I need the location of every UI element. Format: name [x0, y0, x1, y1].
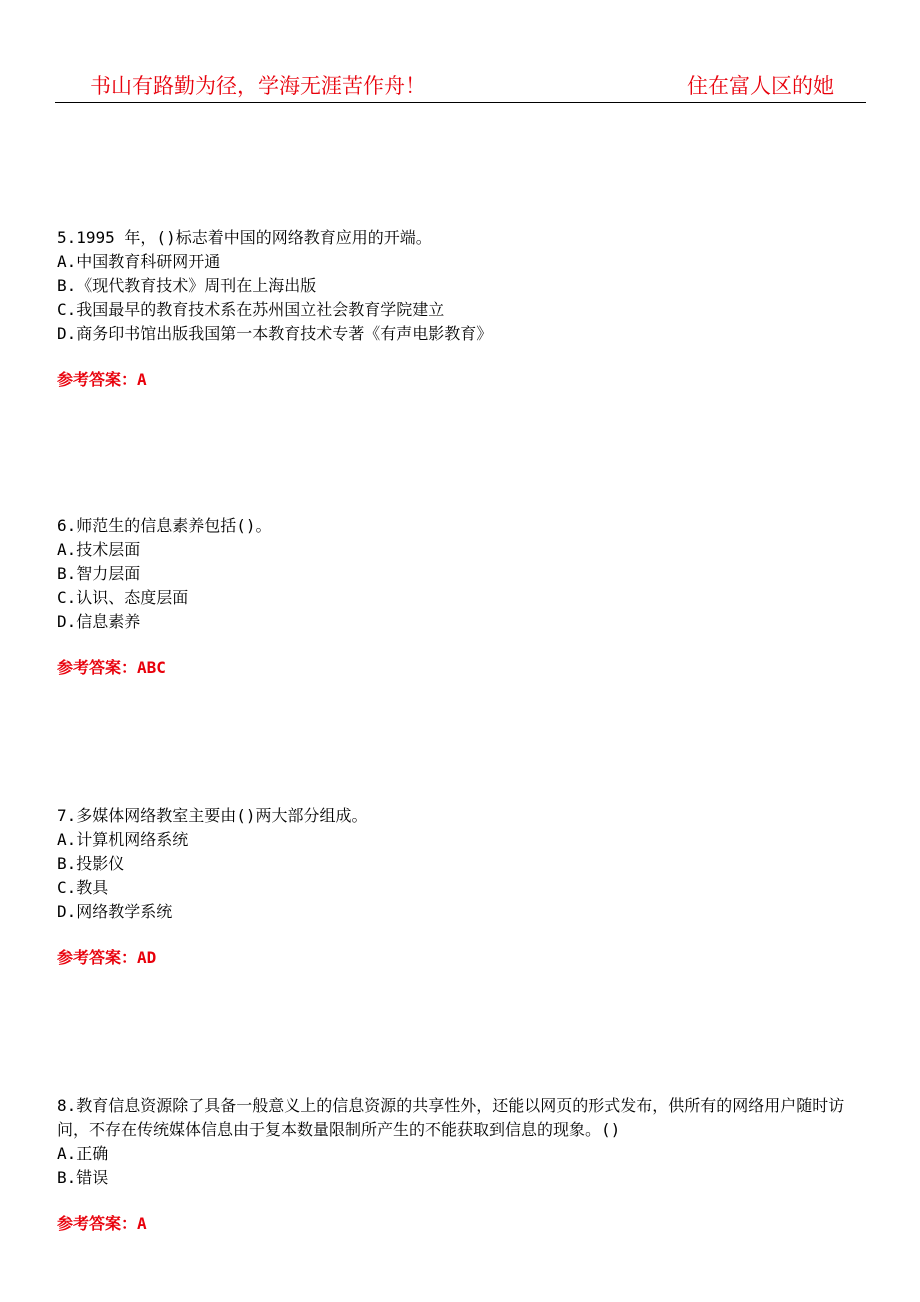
question-6 — [57, 514, 869, 680]
answer-label: 参考答案： — [57, 658, 138, 677]
answer-value: A — [137, 1214, 147, 1233]
answer-label: 参考答案： — [57, 370, 138, 389]
option-b: B.《现代教育技术》周刊在上海出版 — [57, 276, 317, 295]
answer-line — [57, 1212, 869, 1236]
question-7 — [57, 804, 869, 970]
question-stem: 8.教育信息资源除了具备一般意义上的信息资源的共享性外，还能以网页的形式发布，供所有的网络用户随时访问，不存在传统媒体信息由于复本数量限制所产生的不能获取到信息的现象。() — [57, 1096, 845, 1139]
answer-line — [57, 946, 869, 970]
option-a: A.计算机网络系统 — [57, 830, 189, 849]
option-d: D.信息素养 — [57, 612, 141, 631]
option-b: B.智力层面 — [57, 564, 141, 583]
option-b: B.投影仪 — [57, 854, 125, 873]
option-b: B.错误 — [57, 1168, 109, 1187]
question-8 — [57, 1094, 869, 1236]
answer-line — [57, 656, 869, 680]
answer-line — [57, 368, 869, 392]
option-a: A.中国教育科研网开通 — [57, 252, 221, 271]
answer-label: 参考答案： — [57, 1214, 138, 1233]
option-d: D.商务印书馆出版我国第一本教育技术专著《有声电影教育》 — [57, 324, 493, 343]
option-c: C.我国最早的教育技术系在苏州国立社会教育学院建立 — [57, 300, 445, 319]
header-author: 住在富人区的她 — [687, 74, 834, 98]
option-c: C.认识、态度层面 — [57, 588, 189, 607]
option-a: A.正确 — [57, 1144, 109, 1163]
question-stem: 7.多媒体网络教室主要由()两大部分组成。 — [57, 806, 368, 825]
answer-value: AD — [137, 948, 157, 967]
option-c: C.教具 — [57, 878, 109, 897]
question-stem: 6.师范生的信息素养包括()。 — [57, 516, 272, 535]
question-stem: 5.1995 年，()标志着中国的网络教育应用的开端。 — [57, 228, 432, 247]
answer-value: ABC — [137, 658, 166, 677]
header-motto: 书山有路勤为径，学海无涯苦作舟！ — [90, 74, 426, 98]
header-divider — [55, 102, 866, 103]
option-a: A.技术层面 — [57, 540, 141, 559]
answer-value: A — [137, 370, 147, 389]
question-5 — [57, 226, 869, 392]
option-d: D.网络教学系统 — [57, 902, 173, 921]
answer-label: 参考答案： — [57, 948, 138, 967]
